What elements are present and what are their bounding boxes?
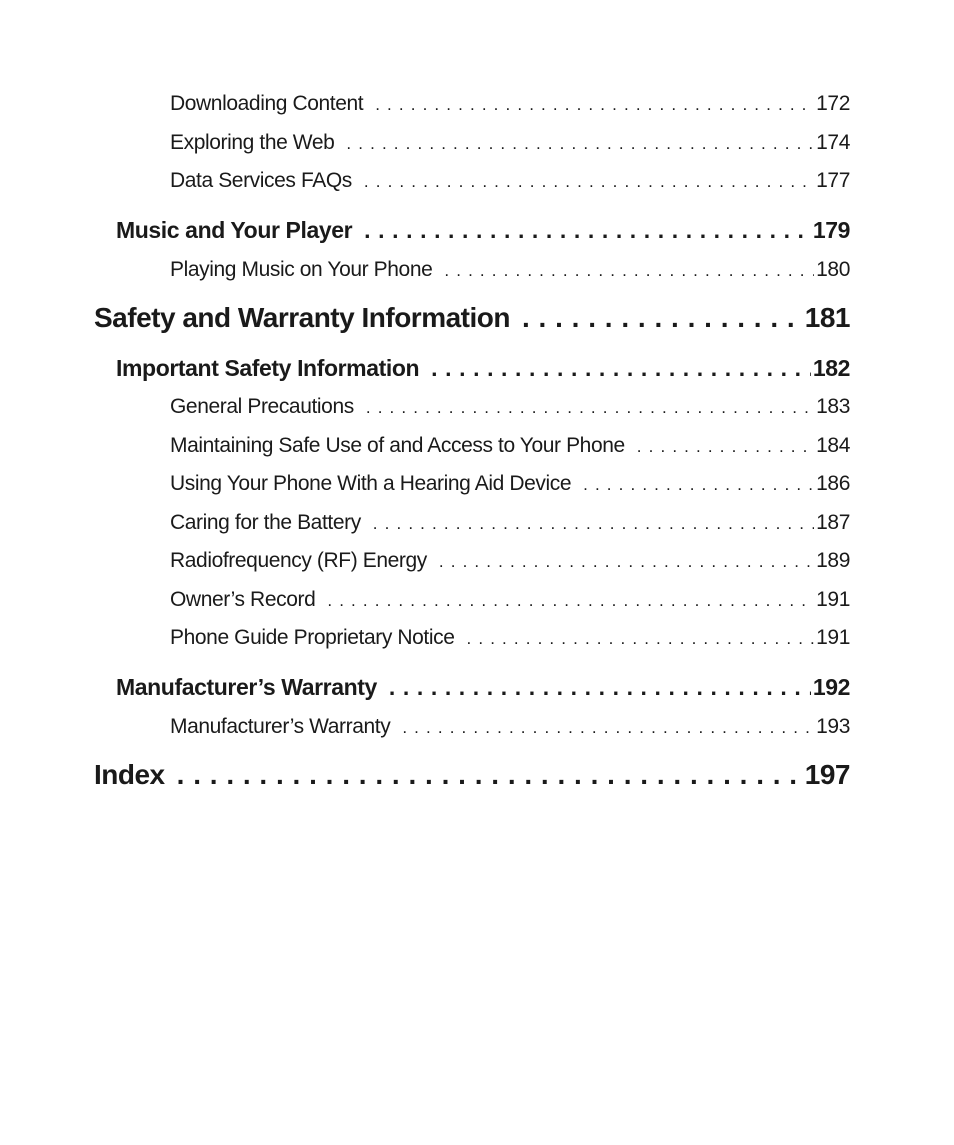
- toc-entry-page: 186: [816, 472, 850, 495]
- toc-entry-safety-and-warranty[interactable]: [94, 300, 850, 336]
- toc-entry-page: 181: [804, 302, 850, 333]
- toc-entry-data-services-faqs[interactable]: [170, 167, 850, 195]
- toc-entry-manufacturers-warranty[interactable]: [170, 713, 850, 741]
- toc-entry-page: 177: [816, 169, 850, 192]
- toc-entry-title: Caring for the Battery: [170, 511, 361, 534]
- dot-leader: [364, 168, 814, 195]
- toc-entry-maintaining-safe-use[interactable]: [170, 432, 850, 460]
- toc-entry-title: Maintaining Safe Use of and Access to Your Phone: [170, 434, 625, 457]
- dot-leader: [583, 471, 814, 498]
- dot-leader: [439, 548, 814, 575]
- toc-entry-title: Important Safety Information: [116, 355, 420, 381]
- toc-entry-rf-energy[interactable]: [170, 547, 850, 575]
- toc-entry-downloading-content[interactable]: [170, 90, 850, 118]
- toc-entry-title: Manufacturer’s Warranty: [116, 674, 377, 700]
- toc-entry-page: 192: [812, 674, 850, 700]
- toc-entry-page: 187: [816, 511, 850, 534]
- toc-entry-general-precautions[interactable]: [170, 393, 850, 421]
- toc-entry-playing-music[interactable]: [170, 256, 850, 284]
- toc-entry-title: Playing Music on Your Phone: [170, 258, 433, 281]
- toc-entry-page: 180: [816, 258, 850, 281]
- dot-leader: [522, 300, 803, 336]
- dot-leader: [375, 91, 814, 118]
- toc-entry-music-and-your-player[interactable]: [116, 215, 850, 245]
- toc-entry-title: Using Your Phone With a Hearing Aid Device: [170, 472, 572, 495]
- dot-leader: [467, 625, 815, 652]
- toc-entry-index[interactable]: [94, 757, 850, 793]
- dot-leader: [389, 672, 811, 702]
- toc-entry-page: 174: [816, 131, 850, 154]
- dot-leader: [327, 587, 814, 614]
- toc-entry-title: Exploring the Web: [170, 131, 335, 154]
- toc-entry-title: Data Services FAQs: [170, 169, 352, 192]
- dot-leader: [177, 757, 803, 793]
- dot-leader: [366, 394, 814, 421]
- toc-entry-hearing-aid-device[interactable]: [170, 470, 850, 498]
- toc-entry-page: 172: [816, 92, 850, 115]
- dot-leader: [431, 353, 811, 383]
- toc-entry-exploring-the-web[interactable]: [170, 129, 850, 157]
- dot-leader: [444, 257, 814, 284]
- toc-entry-page: 182: [812, 355, 850, 381]
- toc-entry-page: 191: [816, 588, 850, 611]
- toc-entry-title: Downloading Content: [170, 92, 364, 115]
- toc-entry-important-safety-information[interactable]: [116, 353, 850, 383]
- toc-entry-title: Owner’s Record: [170, 588, 316, 611]
- toc-entry-manufacturers-warranty-section[interactable]: [116, 672, 850, 702]
- toc-entry-page: 197: [804, 759, 850, 790]
- toc-entry-page: 193: [816, 715, 850, 738]
- toc-entry-owners-record[interactable]: [170, 586, 850, 614]
- toc-entry-title: Safety and Warranty Information: [94, 302, 510, 333]
- toc-entry-page: 189: [816, 549, 850, 572]
- toc-entry-proprietary-notice[interactable]: [170, 624, 850, 652]
- toc-entry-page: 179: [812, 217, 850, 243]
- dot-leader: [364, 215, 811, 245]
- dot-leader: [346, 130, 814, 157]
- toc-entry-title: Index: [94, 759, 165, 790]
- toc-entry-title: Manufacturer’s Warranty: [170, 715, 391, 738]
- toc-entry-caring-for-battery[interactable]: [170, 509, 850, 537]
- toc-entry-title: General Precautions: [170, 395, 354, 418]
- dot-leader: [373, 510, 814, 537]
- dot-leader: [402, 714, 814, 741]
- dot-leader: [637, 433, 814, 460]
- toc-entry-title: Music and Your Player: [116, 217, 353, 243]
- toc-entry-page: 183: [816, 395, 850, 418]
- toc-entry-page: 184: [816, 434, 850, 457]
- toc-entry-page: 191: [816, 626, 850, 649]
- toc-entry-title: Phone Guide Proprietary Notice: [170, 626, 455, 649]
- toc-entry-title: Radiofrequency (RF) Energy: [170, 549, 427, 572]
